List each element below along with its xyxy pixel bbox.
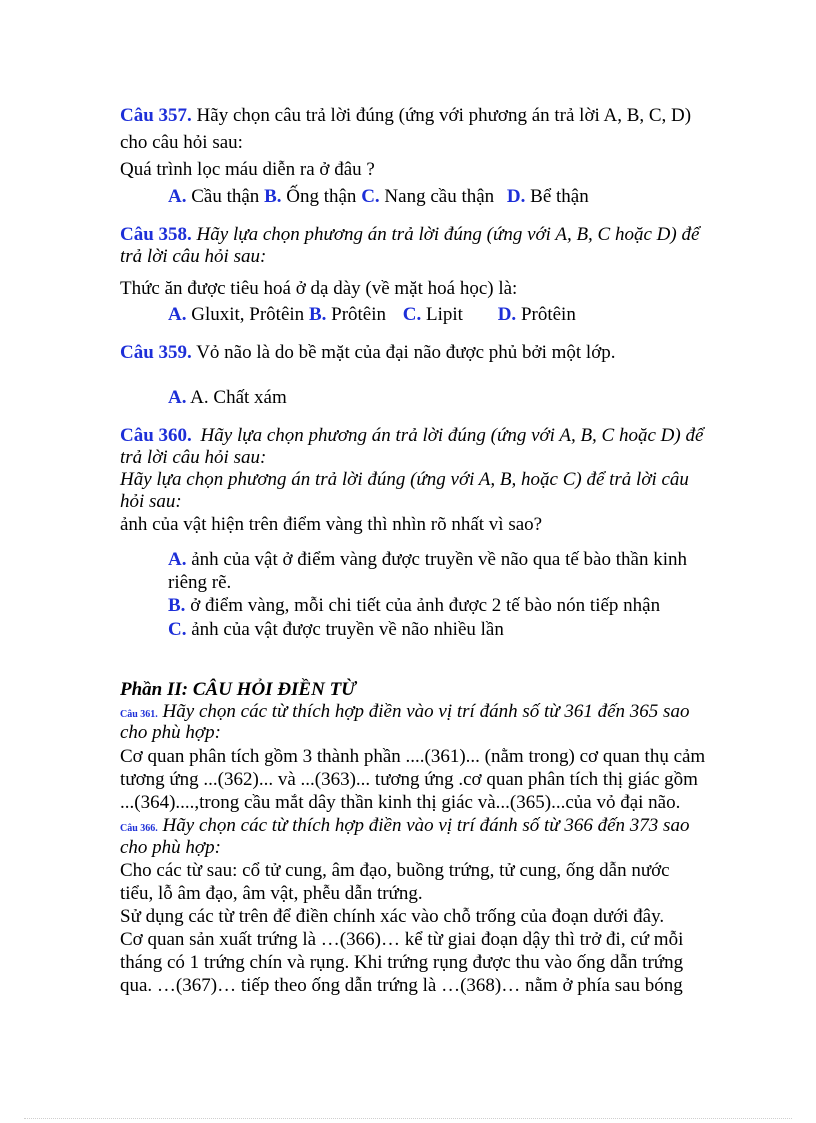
q357-opt-c-text: Nang cầu thận: [379, 186, 499, 207]
q357-opt-d-letter: D.: [506, 186, 526, 207]
q360-opt-a: [168, 548, 687, 572]
q358-opt-b-text: Prôtêin: [326, 304, 391, 325]
q357-opt-b-letter: B.: [264, 186, 282, 207]
q366-paragraph-line1: Cơ quan sản xuất trứng là …(366)… kể từ giai đoạn dậy thì trở đi, cứ mỗi: [120, 929, 684, 950]
q358-opt-d-text: Prôtêin: [516, 304, 576, 325]
q360-opt-a-cont: riêng rẽ.: [168, 572, 232, 593]
q359-question: Vỏ não là do bề mặt của đại não được phủ bởi một lớp.: [191, 342, 616, 363]
q360-opt-c-text: ảnh của vật được truyền về não nhiều lần: [186, 619, 504, 640]
q366-intro: Hãy chọn các từ thích hợp điền vào vị trí đánh số từ 366 đến 373 sao: [157, 815, 690, 836]
q357-options: [168, 185, 589, 209]
q360-opt-c-letter: C.: [168, 619, 187, 640]
q360-opt-a-letter: A.: [168, 549, 187, 570]
q357-opt-d-text: Bể thận: [525, 186, 589, 207]
q361-paragraph-line2: tương ứng ...(362)... và ...(363)... tương ứng .cơ quan phân tích thị giác gồm: [120, 769, 698, 790]
q358-header: [120, 223, 699, 247]
page-bottom-divider: [24, 1118, 792, 1119]
q357-question: Quá trình lọc máu diễn ra ở đâu ?: [120, 159, 375, 180]
q357-opt-c-letter: C.: [361, 186, 380, 207]
q359-opt-a-letter: A.: [168, 387, 187, 408]
q357-header: [120, 104, 691, 128]
q361-intro-cont: cho phù hợp:: [120, 722, 221, 743]
q358-opt-a-letter: A.: [168, 304, 187, 325]
q361-intro: Hãy chọn các từ thích hợp điền vào vị trí đánh số từ 361 đến 365 sao: [157, 701, 690, 722]
q360-header: [120, 424, 703, 448]
q366-words-line1: Cho các từ sau: cổ tử cung, âm đạo, buồng trứng, tử cung, ống dẫn nước: [120, 860, 670, 881]
q361-paragraph-line1: Cơ quan phân tích gồm 3 thành phần ....(361)... (nằm trong) cơ quan thụ cảm: [120, 746, 706, 767]
q358-intro-cont: trả lời câu hỏi sau:: [120, 246, 267, 267]
q359-header: [120, 341, 616, 365]
q360-opt-b-letter: B.: [168, 595, 186, 616]
q358-opt-d-letter: D.: [497, 304, 517, 325]
q359-label: Câu 359.: [120, 342, 192, 363]
q360-intro-repeat: Hãy lựa chọn phương án trả lời đúng (ứng với A, B, hoặc C) để trả lời câu: [120, 469, 689, 490]
q357-label: Câu 357.: [120, 105, 192, 126]
q366-instruction: Sử dụng các từ trên để điền chính xác vào chỗ trống của đoạn dưới đây.: [120, 906, 665, 927]
q358-opt-a-text: Gluxit, Prôtêin: [186, 304, 309, 325]
q360-opt-a-text: ảnh của vật ở điểm vàng được truyền về não qua tế bào thần kinh: [186, 549, 687, 570]
q357-intro-cont: cho câu hỏi sau:: [120, 132, 243, 153]
q360-intro-repeat-cont: hỏi sau:: [120, 491, 182, 512]
q361-paragraph-line3: ...(364)....,trong cầu mắt dây thần kinh thị giác và...(365)...của vỏ đại não.: [120, 792, 681, 813]
q358-intro: Hãy lựa chọn phương án trả lời đúng (ứng với A, B, C hoặc D) để: [191, 224, 700, 245]
q358-opt-c-letter: C.: [402, 304, 422, 325]
q358-options: [168, 303, 576, 327]
q366-intro-cont: cho phù hợp:: [120, 837, 221, 858]
q358-question: Thức ăn được tiêu hoá ở dạ dày (về mặt hoá học) là:: [120, 278, 518, 299]
q360-intro: Hãy lựa chọn phương án trả lời đúng (ứng với A, B, C hoặc D) để: [195, 425, 704, 446]
q360-question: ảnh của vật hiện trên điểm vàng thì nhìn rõ nhất vì sao?: [120, 514, 543, 535]
q360-opt-b-text: ở điểm vàng, mỗi chi tiết của ảnh được 2 tế bào nón tiếp nhận: [185, 595, 661, 616]
q359-option: [168, 386, 287, 410]
q360-opt-b: [168, 594, 660, 618]
q357-intro: Hãy chọn câu trả lời đúng (ứng với phương án trả lời A, B, C, D): [191, 105, 692, 126]
q357-opt-a-text: Cầu thận: [186, 186, 265, 207]
q357-opt-b-text: Ống thận: [281, 186, 362, 207]
q357-opt-a-letter: A.: [168, 186, 187, 207]
q366-label: Câu 366.: [120, 823, 158, 834]
q366-words-line2: tiểu, lỗ âm đạo, âm vật, phễu dẫn trứng.: [120, 883, 423, 904]
part2-heading: Phần II: CÂU HỎI ĐIỀN TỪ: [120, 679, 356, 700]
q361-label: Câu 361.: [120, 709, 158, 720]
q359-opt-a-text: A. Chất xám: [186, 387, 287, 408]
q360-label: Câu 360.: [120, 425, 192, 446]
q360-opt-c: [168, 618, 504, 642]
q358-opt-c-text: Lipit: [421, 304, 468, 325]
q366-paragraph-line3: qua. …(367)… tiếp theo ống dẫn trứng là …(368)… nằm ở phía sau bóng: [120, 975, 683, 996]
q360-intro-cont: trả lời câu hỏi sau:: [120, 447, 267, 468]
q358-opt-b-letter: B.: [308, 304, 327, 325]
q366-paragraph-line2: tháng có 1 trứng chín và rụng. Khi trứng rụng được thu vào ống dẫn trứng: [120, 952, 684, 973]
q358-label: Câu 358.: [120, 224, 192, 245]
